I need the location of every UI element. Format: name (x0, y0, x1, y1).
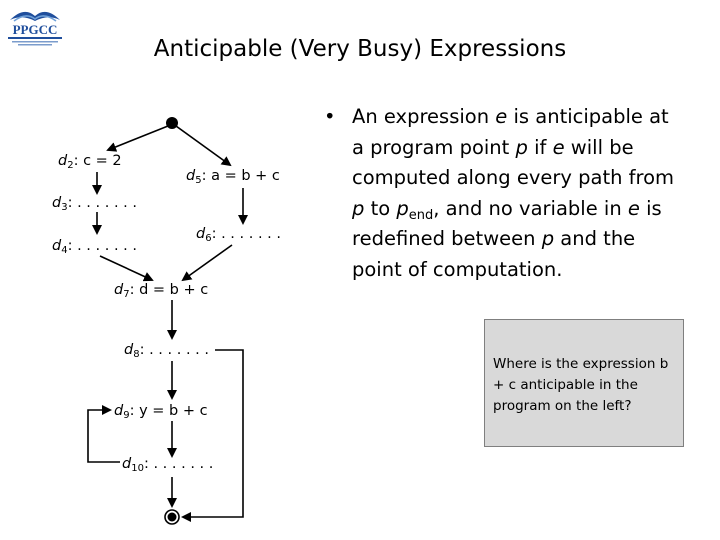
question-box: Where is the expression b + c anticipable in the program on the left? (484, 319, 684, 447)
exit-node (168, 513, 177, 522)
edge-entry-d2 (108, 126, 168, 150)
entry-node (166, 117, 178, 129)
definition-text: An expression e is anticipable at a program point p if e will be computed along every path from p to $p_{end}$, and no variable in e is redefined between p and the point of computation. (352, 105, 675, 281)
edge-d6-d7 (183, 245, 232, 280)
node-d3: $d_3$: . . . . . . . (52, 195, 138, 213)
edge-d8-exit (183, 350, 243, 517)
node-d7: $d_7$: d = b + c (114, 282, 209, 300)
definition-bullet (324, 102, 684, 285)
node-d6: $d_6$: . . . . . . . (196, 226, 282, 244)
node-d5: $d_5$: a = b + c (186, 168, 280, 186)
node-d4: $d_4$: . . . . . . . (52, 238, 138, 256)
node-d8: $d_8$: . . . . . . . (124, 342, 210, 360)
logo-text: PPGCC (12, 22, 58, 37)
node-d9: $d_9$: y = b + c (114, 403, 208, 421)
bullet-dot: • (324, 105, 336, 128)
node-d2: $d_2$: c = 2 (58, 153, 122, 171)
slide-title: Anticipable (Very Busy) Expressions (153, 36, 567, 62)
node-d10: $d_{10}$: . . . . . . . (122, 456, 214, 474)
edge-entry-d5 (176, 126, 230, 165)
edge-d4-d7 (100, 256, 152, 280)
